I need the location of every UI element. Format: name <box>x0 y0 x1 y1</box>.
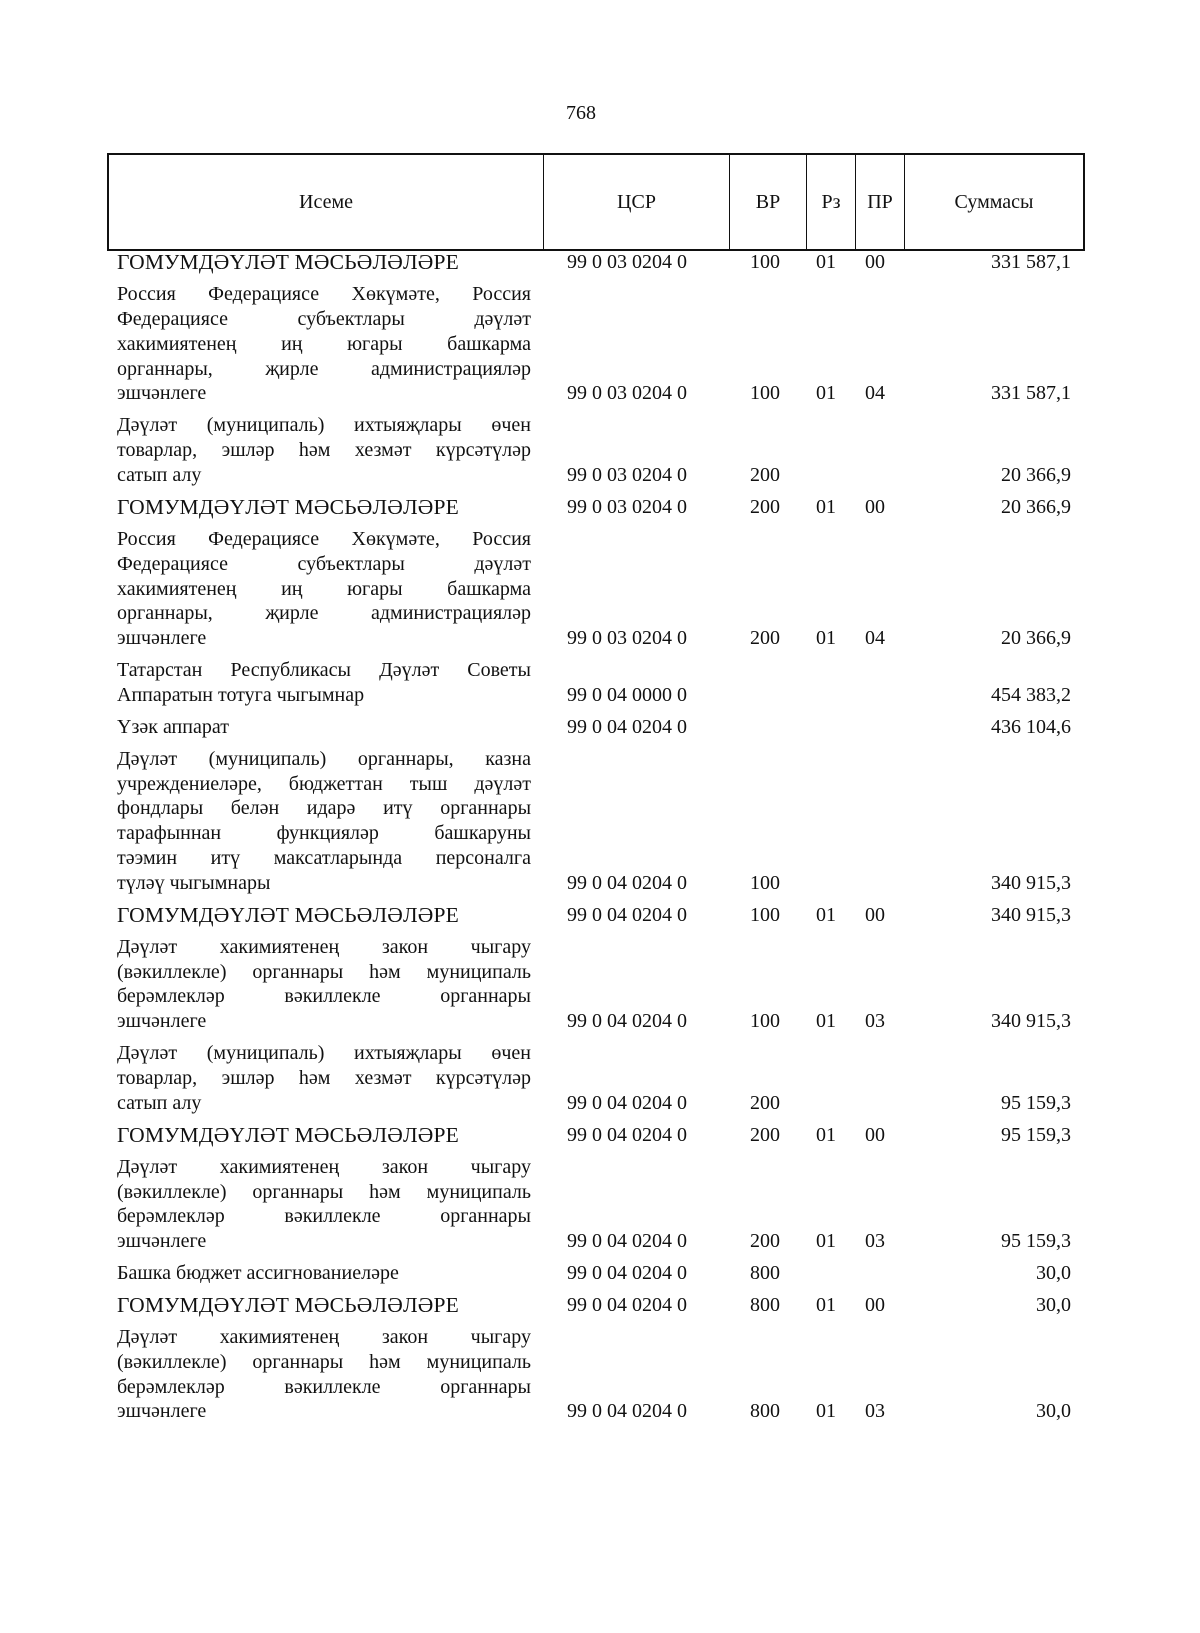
row-pr: 03 <box>865 1230 885 1253</box>
header-rz: Рз <box>807 155 856 249</box>
row-name-line: Россия Федерациясе Хөкүмәте, Россия <box>117 283 531 306</box>
row-name-line: ГОМУМДӘҮЛӘТ МӘСЬӘЛӘЛӘРЕ <box>117 902 459 927</box>
table-row <box>107 282 1083 406</box>
table-row <box>107 658 1083 708</box>
row-name <box>117 747 531 896</box>
table-row <box>107 1123 1083 1148</box>
row-rz: 01 <box>816 1294 836 1317</box>
row-sum: 95 159,3 <box>1001 1230 1071 1253</box>
row-name-line: тәэмин итү максатларында персоналга <box>117 847 531 870</box>
row-name-line: Россия Федерациясе Хөкүмәте, Россия <box>117 527 531 550</box>
row-name <box>117 495 531 520</box>
row-sum: 20 366,9 <box>1001 463 1071 486</box>
row-name-line: эшчәнлеге <box>117 1010 207 1033</box>
row-name-line: ГОМУМДӘҮЛӘТ МӘСЬӘЛӘЛӘРЕ <box>117 1122 459 1147</box>
row-vr: 200 <box>750 1091 780 1114</box>
row-name-line: хакимиятенең иң югары башкарма <box>117 577 531 600</box>
row-csr: 99 0 04 0204 0 <box>567 715 687 738</box>
row-sum: 340 915,3 <box>991 903 1071 926</box>
table-row <box>107 715 1083 740</box>
row-pr: 03 <box>865 1400 885 1423</box>
row-name <box>117 658 531 708</box>
row-pr: 03 <box>865 1010 885 1033</box>
row-name-line: товарлар, эшләр һәм хезмәт күрсәтүләр <box>117 439 531 462</box>
row-sum: 95 159,3 <box>1001 1123 1071 1146</box>
header-csr: ЦСР <box>544 155 730 249</box>
row-vr: 100 <box>750 871 780 894</box>
row-name-line: Аппаратын тотуга чыгымнар <box>117 683 365 706</box>
row-name-line: эшчәнлеге <box>117 627 207 650</box>
row-pr: 04 <box>865 627 885 650</box>
row-name-line: учреждениеләре, бюджеттан тыш дәүләт <box>117 772 531 795</box>
row-name-line: Үзәк аппарат <box>117 715 229 738</box>
row-name-line: Башка бюджет ассигнованиеләре <box>117 1262 399 1285</box>
page-number: 768 <box>566 102 596 124</box>
row-csr: 99 0 04 0204 0 <box>567 1010 687 1033</box>
row-sum: 436 104,6 <box>991 715 1071 738</box>
row-name-line: (вәкиллекле) органнары һәм муниципаль <box>117 1350 531 1373</box>
row-name <box>117 1155 531 1254</box>
row-name-line: товарлар, эшләр һәм хезмәт күрсәтүләр <box>117 1066 531 1089</box>
row-name-line: фондлары белән идарә итү органнары <box>117 797 531 820</box>
row-sum: 340 915,3 <box>991 871 1071 894</box>
table-row <box>107 1041 1083 1115</box>
row-sum: 20 366,9 <box>1001 495 1071 518</box>
row-name-line: түләү чыгымнары <box>117 871 271 894</box>
row-pr: 00 <box>865 495 885 518</box>
row-name-line: берәмлекләр вәкиллекле органнары <box>117 985 531 1008</box>
row-csr: 99 0 04 0204 0 <box>567 1123 687 1146</box>
row-name-line: ГОМУМДӘҮЛӘТ МӘСЬӘЛӘЛӘРЕ <box>117 494 459 519</box>
row-csr: 99 0 04 0204 0 <box>567 903 687 926</box>
row-pr: 04 <box>865 382 885 405</box>
row-name-line: сатып алу <box>117 1091 202 1114</box>
row-csr: 99 0 04 0204 0 <box>567 1294 687 1317</box>
row-name-line: Федерациясе субъектлары дәүләт <box>117 552 531 575</box>
row-pr: 00 <box>865 251 885 274</box>
row-vr: 800 <box>750 1294 780 1317</box>
row-rz: 01 <box>816 1010 836 1033</box>
row-sum: 454 383,2 <box>991 683 1071 706</box>
table-body <box>107 243 1083 1424</box>
table-row <box>107 747 1083 896</box>
row-sum: 30,0 <box>1036 1262 1071 1285</box>
row-name-line: Дәүләт хакимиятенең закон чыгару <box>117 1155 531 1178</box>
row-pr: 00 <box>865 903 885 926</box>
row-rz: 01 <box>816 1230 836 1253</box>
row-name-line: (вәкиллекле) органнары һәм муниципаль <box>117 1180 531 1203</box>
row-vr: 100 <box>750 1010 780 1033</box>
row-name-line: (вәкиллекле) органнары һәм муниципаль <box>117 960 531 983</box>
row-csr: 99 0 04 0204 0 <box>567 871 687 894</box>
row-name <box>117 1325 531 1424</box>
row-csr: 99 0 04 0204 0 <box>567 1091 687 1114</box>
row-name-line: органнары, җирле администрацияләр <box>117 602 531 625</box>
row-name <box>117 1041 531 1115</box>
row-sum: 20 366,9 <box>1001 627 1071 650</box>
row-pr: 00 <box>865 1123 885 1146</box>
row-csr: 99 0 04 0204 0 <box>567 1230 687 1253</box>
row-name-line: Дәүләт хакимиятенең закон чыгару <box>117 935 531 958</box>
row-rz: 01 <box>816 1123 836 1146</box>
header-vr: ВР <box>730 155 807 249</box>
row-name-line: Дәүләт (муниципаль) ихтыяҗлары өчен <box>117 1042 531 1065</box>
row-csr: 99 0 04 0204 0 <box>567 1262 687 1285</box>
row-name-line: берәмлекләр вәкиллекле органнары <box>117 1375 531 1398</box>
row-name-line: эшчәнлеге <box>117 1400 207 1423</box>
row-name-line: Дәүләт (муниципаль) органнары, казна <box>117 747 531 770</box>
row-name <box>117 282 531 406</box>
table-row <box>107 1325 1083 1424</box>
header-sum: Суммасы <box>954 190 1034 213</box>
row-name-line: органнары, җирле администрацияләр <box>117 357 531 380</box>
table-row <box>107 1261 1083 1286</box>
row-rz: 01 <box>816 251 836 274</box>
row-name <box>117 1261 531 1286</box>
row-name <box>117 1293 531 1318</box>
table-row <box>107 935 1083 1034</box>
table-row <box>107 903 1083 928</box>
row-name <box>117 935 531 1034</box>
row-rz: 01 <box>816 495 836 518</box>
row-name <box>117 1123 531 1148</box>
row-vr: 200 <box>750 495 780 518</box>
row-vr: 200 <box>750 463 780 486</box>
row-name <box>117 250 531 275</box>
row-csr: 99 0 04 0000 0 <box>567 683 687 706</box>
row-name <box>117 715 531 740</box>
row-csr: 99 0 03 0204 0 <box>567 251 687 274</box>
row-name-line: Дәүләт (муниципаль) ихтыяҗлары өчен <box>117 414 531 437</box>
row-csr: 99 0 03 0204 0 <box>567 627 687 650</box>
row-name-line: Дәүләт хакимиятенең закон чыгару <box>117 1326 531 1349</box>
row-name-line: хакимиятенең иң югары башкарма <box>117 332 531 355</box>
row-name-line: ГОМУМДӘҮЛӘТ МӘСЬӘЛӘЛӘРЕ <box>117 1293 459 1318</box>
row-csr: 99 0 03 0204 0 <box>567 382 687 405</box>
row-vr: 800 <box>750 1400 780 1423</box>
row-name-line: сатып алу <box>117 463 202 486</box>
row-sum: 340 915,3 <box>991 1010 1071 1033</box>
row-rz: 01 <box>816 382 836 405</box>
row-vr: 200 <box>750 1123 780 1146</box>
row-vr: 800 <box>750 1262 780 1285</box>
row-vr: 200 <box>750 627 780 650</box>
row-name-line: тарафыннан функцияләр башкаруны <box>117 822 531 845</box>
table-row <box>107 413 1083 487</box>
row-rz: 01 <box>816 1400 836 1423</box>
row-name-line: эшчәнлеге <box>117 1230 207 1253</box>
row-vr: 100 <box>750 903 780 926</box>
table-row <box>107 250 1083 275</box>
table-row <box>107 1293 1083 1318</box>
row-vr: 100 <box>750 382 780 405</box>
row-rz: 01 <box>816 903 836 926</box>
row-csr: 99 0 03 0204 0 <box>567 495 687 518</box>
table-row <box>107 527 1083 651</box>
header-name: Исеме <box>109 155 544 249</box>
row-vr: 100 <box>750 251 780 274</box>
row-csr: 99 0 04 0204 0 <box>567 1400 687 1423</box>
row-name-line: Татарстан Республикасы Дәүләт Советы <box>117 659 531 682</box>
row-name-line: эшчәнлеге <box>117 382 207 405</box>
row-csr: 99 0 03 0204 0 <box>567 463 687 486</box>
row-name-line: Федерациясе субъектлары дәүләт <box>117 307 531 330</box>
row-name <box>117 527 531 651</box>
row-sum: 30,0 <box>1036 1400 1071 1423</box>
row-name <box>117 413 531 487</box>
header-pr: ПР <box>856 155 905 249</box>
table-row <box>107 495 1083 520</box>
table-header <box>107 153 1085 251</box>
row-sum: 331 587,1 <box>991 251 1071 274</box>
table-row <box>107 1155 1083 1254</box>
row-name <box>117 903 531 928</box>
row-name-line: берәмлекләр вәкиллекле органнары <box>117 1205 531 1228</box>
row-sum: 30,0 <box>1036 1294 1071 1317</box>
row-name-line: ГОМУМДӘҮЛӘТ МӘСЬӘЛӘЛӘРЕ <box>117 250 459 275</box>
row-rz: 01 <box>816 627 836 650</box>
row-sum: 95 159,3 <box>1001 1091 1071 1114</box>
row-pr: 00 <box>865 1294 885 1317</box>
row-vr: 200 <box>750 1230 780 1253</box>
row-sum: 331 587,1 <box>991 382 1071 405</box>
